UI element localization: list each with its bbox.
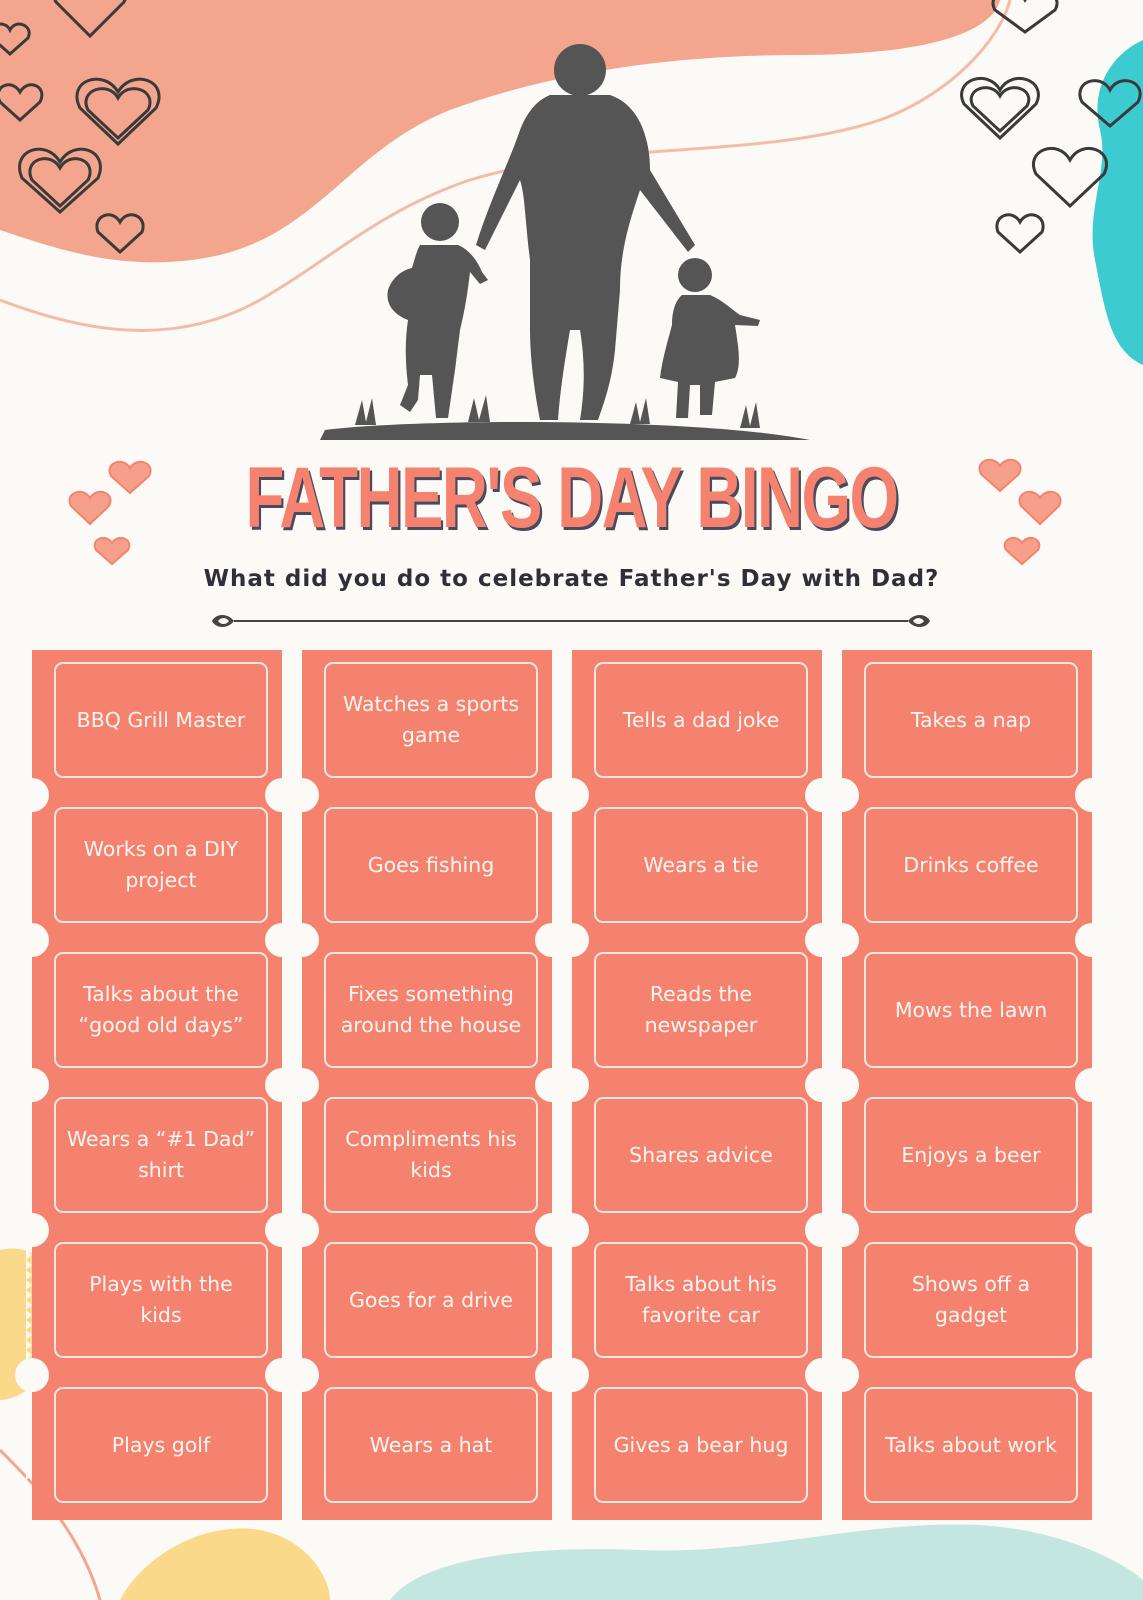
ticket-notch <box>825 1213 859 1247</box>
bingo-column <box>302 650 552 1520</box>
ticket-notch <box>1075 778 1109 812</box>
bingo-square[interactable]: Wears a “#1 Dad” shirt <box>54 1097 268 1213</box>
bingo-square[interactable]: Goes fishing <box>324 807 538 923</box>
ticket-notch <box>15 1068 49 1102</box>
ticket-notch <box>285 1213 319 1247</box>
peach-wave-shape <box>0 0 1000 262</box>
bingo-square[interactable]: Talks about his favorite car <box>594 1242 808 1358</box>
bingo-square[interactable]: Reads the newspaper <box>594 952 808 1068</box>
ticket-notch <box>555 1068 589 1102</box>
ticket-notch <box>15 1213 49 1247</box>
ticket-notch <box>555 1213 589 1247</box>
bingo-square[interactable]: Fixes something around the house <box>324 952 538 1068</box>
bingo-square[interactable]: Plays with the kids <box>54 1242 268 1358</box>
ticket-notch <box>1075 1358 1109 1392</box>
arrow-divider <box>210 612 932 630</box>
bingo-column <box>842 650 1092 1520</box>
mint-blob-shape <box>390 1525 1143 1600</box>
bingo-square[interactable]: BBQ Grill Master <box>54 662 268 778</box>
ticket-notch <box>555 1358 589 1392</box>
ticket-notch <box>1075 1213 1109 1247</box>
bingo-square[interactable]: Talks about work <box>864 1387 1078 1503</box>
bingo-square[interactable]: Mows the lawn <box>864 952 1078 1068</box>
bingo-square[interactable]: Enjoys a beer <box>864 1097 1078 1213</box>
bingo-square[interactable]: Tells a dad joke <box>594 662 808 778</box>
ticket-notch <box>15 778 49 812</box>
ticket-notch <box>555 778 589 812</box>
ticket-notch <box>1075 923 1109 957</box>
bingo-square[interactable]: Drinks coffee <box>864 807 1078 923</box>
ticket-notch <box>555 923 589 957</box>
bingo-square[interactable]: Talks about the “good old days” <box>54 952 268 1068</box>
ticket-notch <box>285 1358 319 1392</box>
bingo-column <box>32 650 282 1520</box>
page-subtitle: What did you do to celebrate Father's Day with Dad? <box>203 566 940 592</box>
ticket-notch <box>285 778 319 812</box>
page-title: FATHER'S DAY BINGO <box>245 450 898 546</box>
ticket-notch <box>15 923 49 957</box>
ticket-notch <box>1075 1068 1109 1102</box>
bingo-square[interactable]: Shows off a gadget <box>864 1242 1078 1358</box>
bingo-square[interactable]: Works on a DIY project <box>54 807 268 923</box>
ticket-notch <box>825 1068 859 1102</box>
ticket-notch <box>825 1358 859 1392</box>
bingo-square[interactable]: Wears a hat <box>324 1387 538 1503</box>
teal-blob-shape <box>1093 40 1143 365</box>
bingo-square[interactable]: Goes for a drive <box>324 1242 538 1358</box>
bingo-square[interactable]: Shares advice <box>594 1097 808 1213</box>
bingo-square[interactable]: Watches a sports game <box>324 662 538 778</box>
bingo-square[interactable]: Compliments his kids <box>324 1097 538 1213</box>
ticket-notch <box>15 1358 49 1392</box>
bingo-square[interactable]: Wears a tie <box>594 807 808 923</box>
ticket-notch <box>825 778 859 812</box>
bingo-column <box>572 650 822 1520</box>
ticket-notch <box>825 923 859 957</box>
bingo-board <box>32 650 1112 1520</box>
bingo-square[interactable]: Gives a bear hug <box>594 1387 808 1503</box>
bingo-square[interactable]: Takes a nap <box>864 662 1078 778</box>
bingo-square[interactable]: Plays golf <box>54 1387 268 1503</box>
ticket-notch <box>285 923 319 957</box>
ticket-notch <box>285 1068 319 1102</box>
